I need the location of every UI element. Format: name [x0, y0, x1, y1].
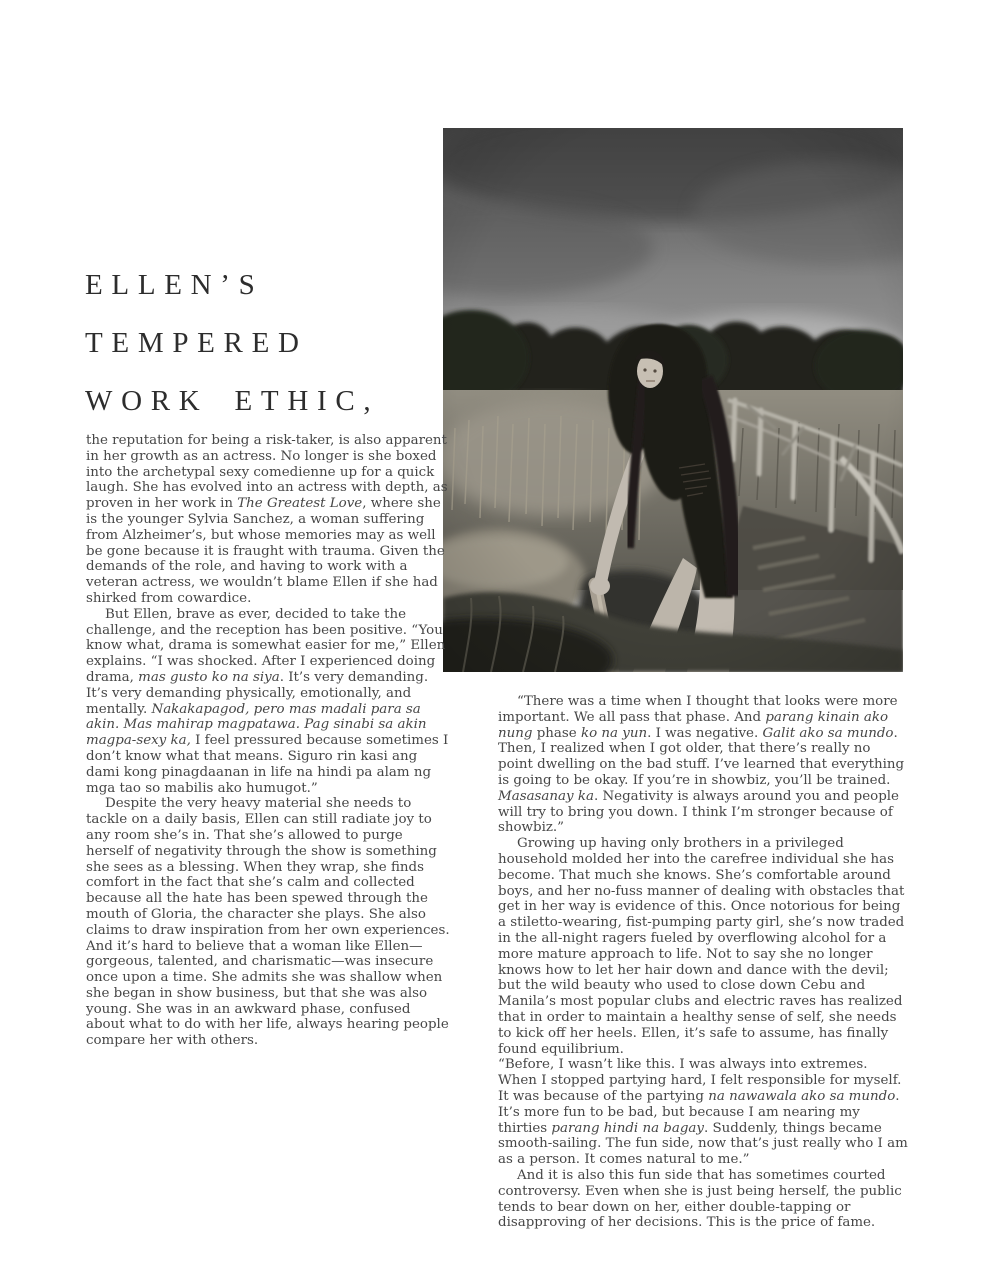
headline-line-3: WORK ETHIC, [85, 385, 380, 417]
article-paragraph: Growing up having only brothers in a privileged household molded her into the carefree individual she has become. That much she knows. She’s comfortable around boys, and her no-fuss manner of dealing with obstacles that get in her way is evidence of this. Once notorious for being a stiletto-wearing, fist-pumping party girl, she’s now traded in the all-night ragers fueled by overflowing alcohol for a more mature approach to life. Not to say she no longer knows how to let her hair down and dance with the devil; but the wild beauty who used to close down Cebu and Manila’s most popular clubs and electric raves has realized that in order to maintain a healthy sense of self, she needs to kick off her heels. Ellen, it’s safe to assume, has finally found equilibrium. [498, 836, 905, 1057]
article-paragraph: And it is also this fun side that has sometimes courted controversy. Even when she is just being herself, the public tends to bear down on her, either double-tapping or disapproving of her decisions. This is the price of fame. [498, 1167, 902, 1231]
article-paragraph: “There was a time when I thought that looks were more important. We all pass that phase. And parang kinain ako nung phase ko na yun. I was negative. Galit ako sa mundo. Then, I realized when I got older, that there’s really no point dwelling on the bad stuff. I’ve learned that everything is going to be okay. If you’re in showbiz, you’ll be trained. Masasanay ka. Negativity is always around you and people will try to bring you down. I think I’m stronger because of showbiz.” [498, 694, 905, 836]
article-photo [443, 128, 903, 672]
article-headline [85, 256, 379, 430]
photo-illustration [443, 128, 903, 672]
headline-line-1: ELLEN’S [85, 269, 264, 301]
article-paragraph: But Ellen, brave as ever, decided to take the challenge, and the reception has been positive. “You know what, drama is somewhat easier for me,” Ellen explains. “I was shocked. After I experienced doing drama, mas gusto ko na siya. It’s very demanding. It’s very demanding physically, emotionally, and mentally. Nakakapagod, pero mas madali para sa akin. Mas mahirap magpatawa. Pag sinabi sa akin magpa-sexy ka, I feel pressured because sometimes I don’t know what that means. Siguro rin kasi ang dami kong pinagdaanan in life na hindi pa alam ng mga tao so mabilis ako humugot.” [86, 606, 449, 796]
article-column-left [86, 433, 450, 1049]
article-paragraph: Despite the very heavy material she needs to tackle on a daily basis, Ellen can still radiate joy to any room she’s in. That she’s allowed to purge herself of negativity through the show is something she sees as a blessing. When they wrap, she finds comfort in the fact that she’s calm and collected because all the hate has been spewed through the mouth of Gloria, the character she plays. She also claims to draw inspiration from her own experiences. And it’s hard to believe that a woman like Ellen—gorgeous, talented, and charismatic—was insecure once upon a time. She admits she was shallow when she began in show business, but that she was also young. She was in an awkward phase, confused about what to do with her life, always hearing people compare her with others. [86, 796, 450, 1049]
headline-line-2: TEMPERED [85, 327, 308, 359]
article-column-right [498, 694, 908, 1231]
article-paragraph: “Before, I wasn’t like this. I was always into extremes. When I stopped partying hard, I felt responsible for myself. It was because of the partying na nawawala ako sa mundo. It’s more fun to be bad, but because I am nearing my thirties parang hindi na bagay. Suddenly, things became smooth-sailing. The fun side, now that’s just really who I am as a person. It comes natural to me.” [498, 1057, 908, 1168]
article-paragraph: the reputation for being a risk-taker, is also apparent in her growth as an actress. No longer is she boxed into the archetypal sexy comedienne up for a quick laugh. She has evolved into an actress with depth, as proven in her work in The Greatest Love, where she is the younger Sylvia Sanchez, a woman suffering from Alzheimer’s, but whose memories may as well be gone because it is fraught with trauma. Given the demands of the role, and having to work with a veteran actress, we wouldn’t blame Ellen if she had shirked from cowardice. [86, 433, 448, 606]
